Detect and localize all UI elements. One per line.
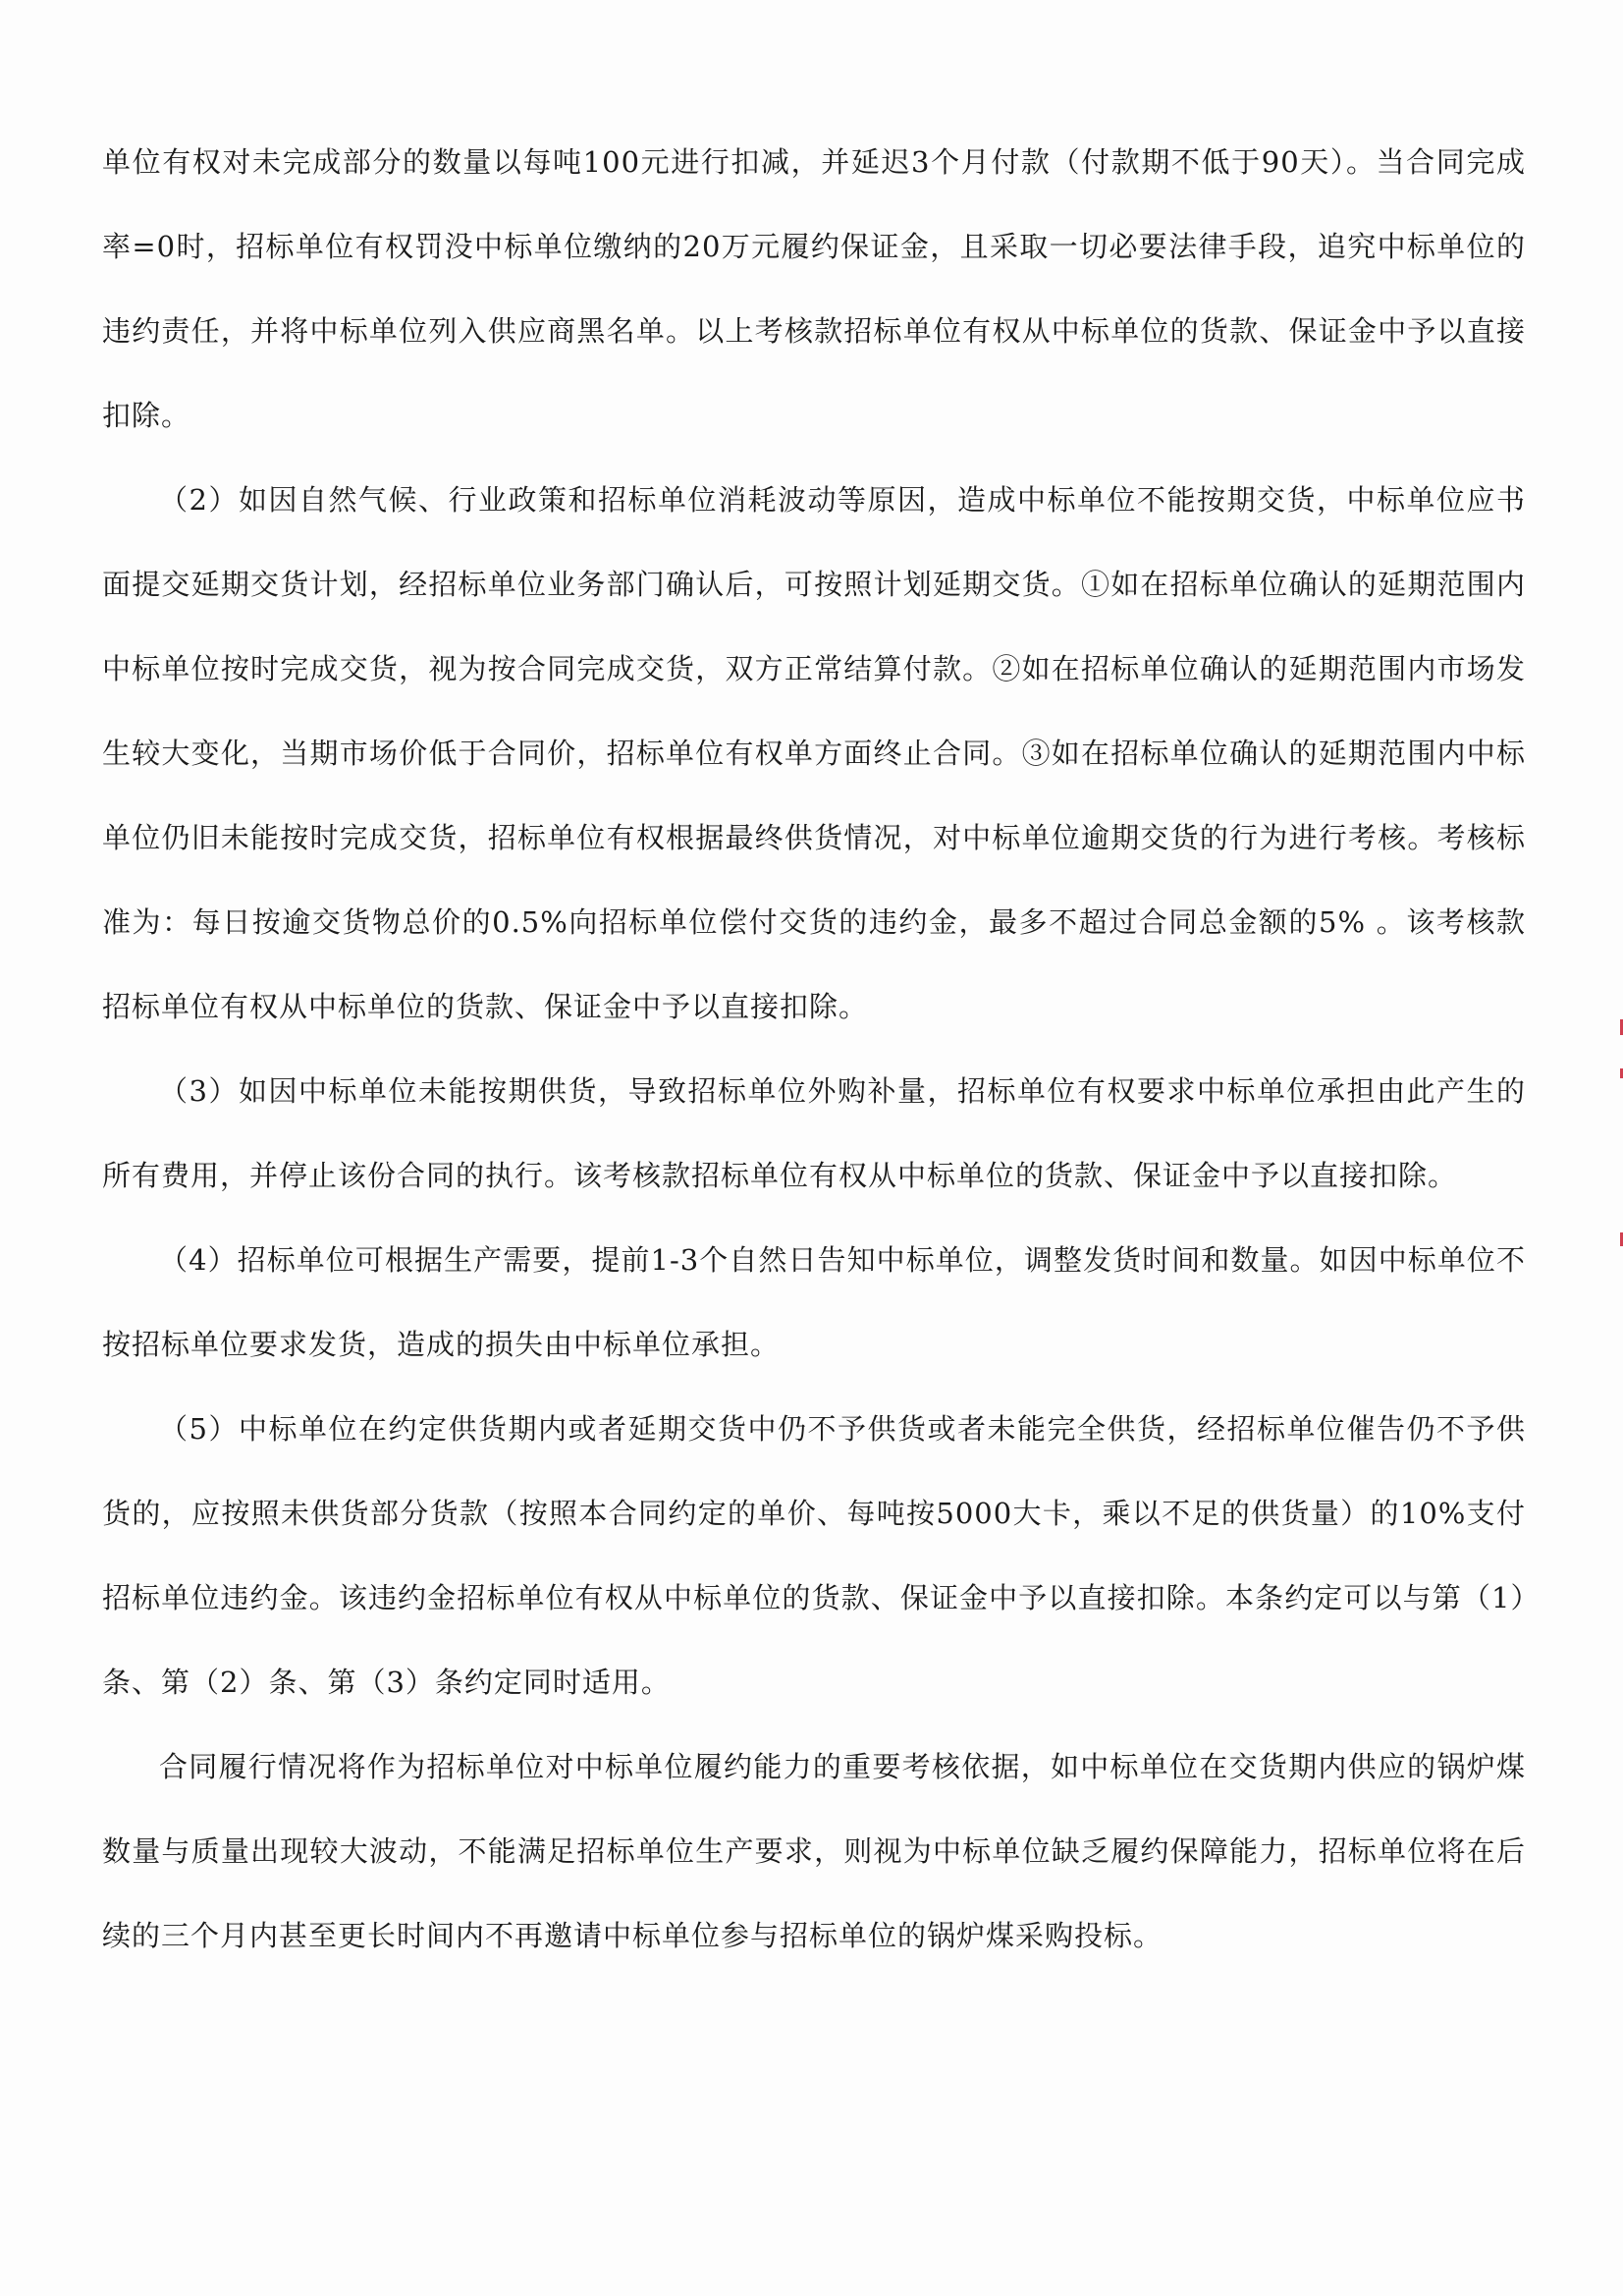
paragraph-clause-5: （5）中标单位在约定供货期内或者延期交货中仍不予供货或者未能完全供货，经招标单位催告仍不予供货的，应按照未供货部分货款（按照本合同约定的单价、每吨按5000大卡，乘以不足的供货量）的10%支付招标单位违约金。该违约金招标单位有权从中标单位的货款、保证金中予以直接扣除。本条约定可以与第（1）条、第（2）条、第（3）条约定同时适用。	[102, 1412, 1526, 1699]
document-body	[102, 120, 1526, 1978]
paragraph-performance-note: 合同履行情况将作为招标单位对中标单位履约能力的重要考核依据，如中标单位在交货期内供应的锅炉煤数量与质量出现较大波动，不能满足招标单位生产要求，则视为中标单位缺乏履约保障能力，招标单位将在后续的三个月内甚至更长时间内不再邀请中标单位参与招标单位的锅炉煤采购投标。	[102, 1750, 1526, 1952]
paragraph-clause-2: （2）如因自然气候、行业政策和招标单位消耗波动等原因，造成中标单位不能按期交货，中标单位应书面提交延期交货计划，经招标单位业务部门确认后，可按照计划延期交货。①如在招标单位确认的延期范围内中标单位按时完成交货，视为按合同完成交货，双方正常结算付款。②如在招标单位确认的延期范围内市场发生较大变化，当期市场价低于合同价，招标单位有权单方面终止合同。③如在招标单位确认的延期范围内中标单位仍旧未能按时完成交货，招标单位有权根据最终供货情况，对中标单位逾期交货的行为进行考核。考核标准为：每日按逾交货物总价的0.5%向招标单位偿付交货的违约金，最多不超过合同总金额的5% 。该考核款招标单位有权从中标单位的货款、保证金中予以直接扣除。	[102, 483, 1526, 1023]
paragraph-clause-4: （4）招标单位可根据生产需要，提前1-3个自然日告知中标单位，调整发货时间和数量。如因中标单位不按招标单位要求发货，造成的损失由中标单位承担。	[102, 1243, 1526, 1361]
paragraph-clause-3: （3）如因中标单位未能按期供货，导致招标单位外购补量，招标单位有权要求中标单位承担由此产生的所有费用，并停止该份合同的执行。该考核款招标单位有权从中标单位的货款、保证金中予以直接扣除。	[102, 1074, 1526, 1192]
paragraph-continuation: 单位有权对未完成部分的数量以每吨100元进行扣减，并延迟3个月付款（付款期不低于90天）。当合同完成率=0时，招标单位有权罚没中标单位缴纳的20万元履约保证金，且采取一切必要法律手段，追究中标单位的违约责任，并将中标单位列入供应商黑名单。以上考核款招标单位有权从中标单位的货款、保证金中予以直接扣除。	[102, 145, 1526, 432]
